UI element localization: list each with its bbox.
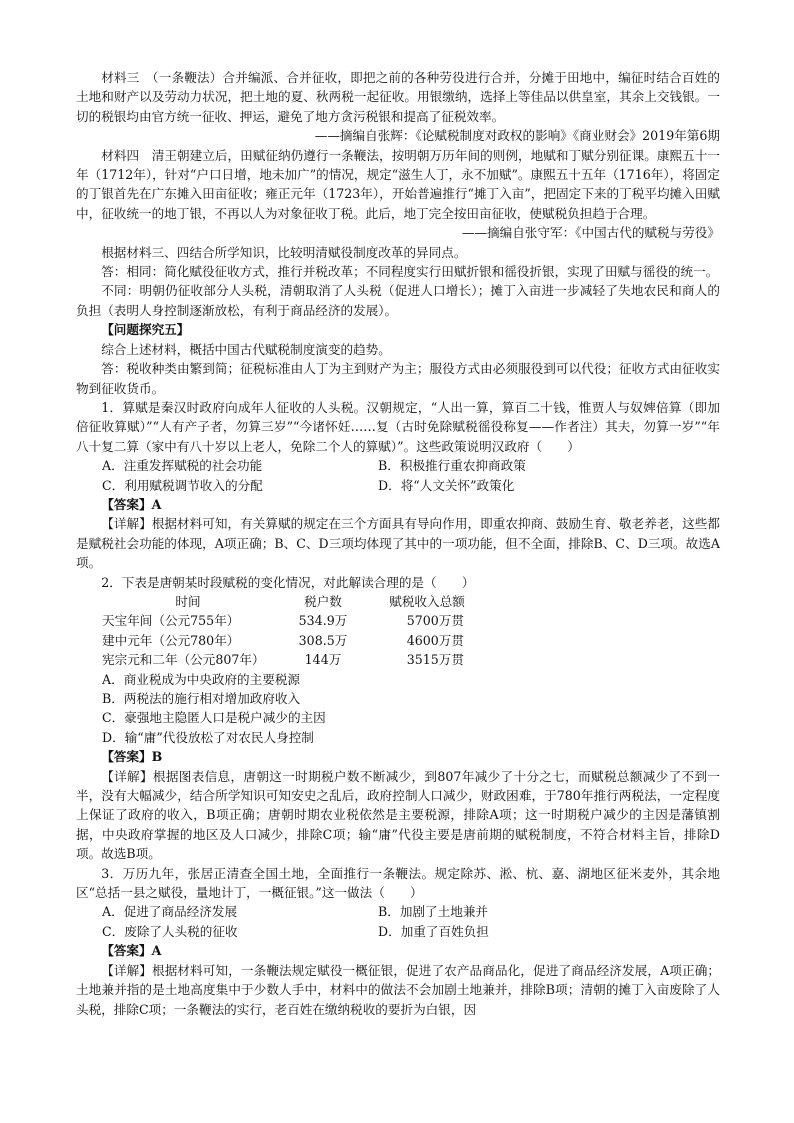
q2-detail: 【详解】根据图表信息，唐朝这一时期税户数不断减少，到807年减少了十分之七，而赋税总额减少了不到一半，没有大幅减少，结合所学知识可知安史之乱后，政府控制人口减少，财政困难，于780年推行两税法，一定程度上保证了政府的收入，B项正确；唐朝时期农业税依然是主要税源，排除A项；这一时期税户减少的主因是藩镇割据，中央政府掌握的地区及人口减少，排除C项；输“庸”代役主要是唐前期的赋税制度，不符合材料主旨，排除D项。故选B项。 (76, 768, 720, 862)
q2-table-cell: 天宝年间（公元755年） (102, 613, 240, 629)
question-4-prompt: 根据材料三、四结合所学知识，比较明清赋役制度改革的异同点。 (101, 244, 467, 260)
q1-option-a: A．注重发挥赋税的社会功能 (102, 458, 263, 474)
question-4-answer-diff: 不同：明朝仍征收部分人头税，清朝取消了人头税（促进人口增长）；摊丁入亩进一步减轻了失地农民和商人的负担（表明人身控制逐渐放松，有利于商品经济的发展）。 (76, 283, 720, 318)
q3-options (76, 902, 720, 941)
q1-answer: 【答案】A (101, 496, 162, 512)
q2-table-cell: 308.5万 (298, 632, 348, 648)
q2-option-b: B．两税法的施行相对增加政府收入 (102, 691, 301, 706)
q2-table (76, 592, 720, 670)
q1-options (76, 456, 720, 495)
q2-table-header: 税户数 (304, 593, 342, 609)
q2-table-cell: 建中元年（公元780年） (102, 632, 240, 648)
q2-table-cell: 宪宗元和二年（公元807年） (102, 652, 265, 668)
q3-option-c: C．废除了人头税的征收 (102, 923, 238, 939)
q1-option-b: B．积极推行重农抑商政策 (378, 458, 526, 474)
q1-stem: 1．算赋是秦汉时政府向成年人征收的人头税。汉朝规定，“人出一算，算百二十钱，惟贾人与奴婢倍算（即加倍征收算赋）”“人有产子者，勿算三岁”“今诸怀妊……复（古时免除赋税徭役称复——作者注）其夫，勿算一岁”“年八十复二算（家中有八十岁以上老人，免除二个人的算赋）”。这些政策说明汉政府（ ） (76, 399, 720, 454)
q2-table-cell: 534.9万 (298, 613, 348, 629)
q3-stem: 3．万历九年，张居正清查全国土地，全面推行一条鞭法。规定除苏、淞、杭、嘉、湖地区征米麦外，其余地区“总括一县之赋役，量地计丁，一概征银。”这一做法（ ） (76, 865, 720, 901)
q3-detail: 【详解】根据材料可知，一条鞭法规定赋役一概征银，促进了农产品商品化，促进了商品经济发展，A项正确；土地兼并指的是土地高度集中于少数人手中，材料中的做法不会加剧土地兼并，排除B项；清朝的摊丁入亩废除了人头税，排除C项；一条鞭法的实行，老百姓在缴纳税收的要折为白银，因 (76, 962, 720, 1017)
q3-option-a: A．促进了商品经济发展 (102, 904, 238, 920)
q2-table-cell: 144万 (304, 652, 342, 668)
q3-option-d: D．加重了百姓负担 (378, 923, 489, 939)
material-3-text: 材料三 （一条鞭法）合并编派、合并征收，即把之前的各种劳役进行合并，分摊于田地中，编征时结合百姓的土地和财产以及劳动力状况，把土地的夏、秋两税一起征收。用银缴纳，选择上等佳品以供皇室，其余上交钱银。一切的税银均由官方统一征收、押运，避免了地方贪污税银和提高了征税效率。 (76, 70, 720, 124)
q2-table-header: 赋税收入总额 (389, 593, 465, 609)
question-4-answer-same: 答：相同：简化赋役征收方式，推行并税改革；不同程度实行田赋折银和徭役折银，实现了田赋与徭役的统一。 (101, 264, 719, 280)
inquiry-5-title: 【问题探究五】 (101, 322, 190, 338)
q2-option-a: A．商业税成为中央政府的主要税源 (102, 671, 301, 687)
q2-stem: 2．下表是唐朝某时段赋税的变化情况，对此解读合理的是（ ） (101, 574, 475, 590)
inquiry-5-question: 综合上述材料，概括中国古代赋税制度演变的趋势。 (101, 341, 391, 357)
q3-option-b: B．加剧了土地兼并 (378, 904, 489, 920)
q2-table-cell: 3515万贯 (406, 652, 464, 668)
q1-detail: 【详解】根据材料可知，有关算赋的规定在三个方面具有导向作用，即重农抑商、鼓励生育、敬老养老，这些都是赋税社会功能的体现，A项正确；B、C、D三项均体现了其中的一项功能，但不全面，排除B、C、D三项。故选A项。 (76, 516, 720, 571)
q2-table-cell: 4600万贯 (406, 632, 464, 648)
q2-table-cell: 5700万贯 (406, 613, 464, 629)
inquiry-5-answer: 答：税收种类由繁到简；征税标准由人丁为主到财产为主；服役方式由必须服役到可以代役；征收方式由征收实物到征收货币。 (76, 361, 720, 396)
q3-answer: 【答案】A (101, 943, 162, 959)
material-4-source: ——摘编自张守军：《中国古代的赋税与劳役》 (461, 225, 720, 241)
material-4-text: 材料四 清王朝建立后，田赋征纳仍遵行一条鞭法，按明朝万历年间的则例，地赋和丁赋分别征课。康熙五十一年（1712年），针对“户口日增，地未加广”的情况，规定“滋生人丁，永不加赋”。康熙五十五年（1716年），将固定的丁银首先在广东摊入田亩征收；雍正元年（1723年），开始普遍推行“摊丁入亩”，把固定下来的丁税平均摊入田赋中，征收统一的地丁银，不再以人为对象征收丁税。此后，地丁完全按田亩征收，使赋税负担趋于合理。 (76, 147, 720, 221)
material-3-source: ——摘编自张辉：《论赋税制度对政权的影响》《商业财会》2019年第6期 (314, 128, 720, 144)
q2-option-c: C．豪强地主隐匿人口是税户减少的主因 (102, 710, 326, 726)
q1-option-d: D．将“人文关怀”政策化 (378, 477, 515, 493)
q2-answer: 【答案】B (101, 749, 163, 765)
q2-options (76, 670, 720, 748)
q1-option-c: C．利用赋税调节收入的分配 (102, 477, 263, 493)
q2-option-d: D．输“庸”代役放松了对农民人身控制 (102, 729, 314, 745)
document-page (76, 68, 720, 1019)
q2-table-header: 时间 (175, 593, 201, 609)
